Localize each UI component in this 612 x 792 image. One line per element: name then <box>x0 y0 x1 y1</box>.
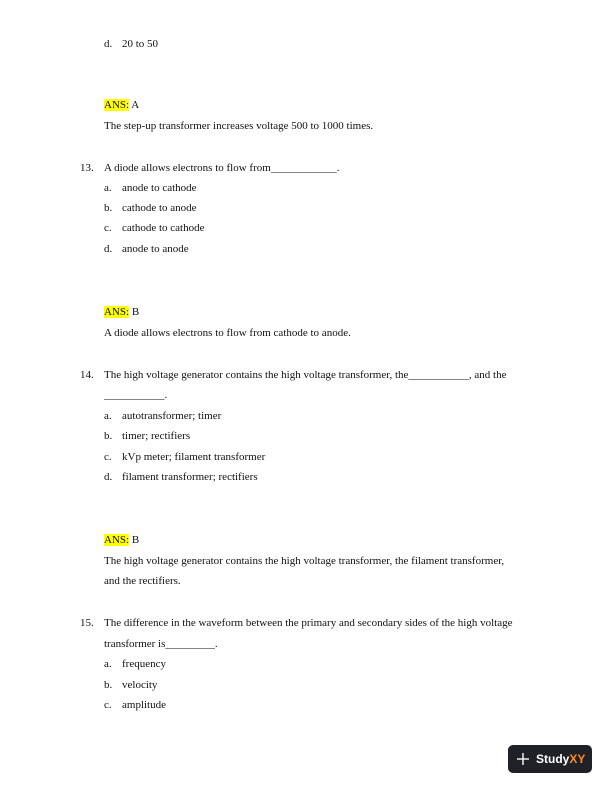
option-letter: d. <box>104 38 113 50</box>
question-text: A diode allows electrons to flow from____________. <box>104 162 340 174</box>
option-text: timer; rectifiers <box>122 430 191 442</box>
question-text-continued: ___________. <box>104 389 168 401</box>
option-text: frequency <box>122 658 166 670</box>
answer-explanation: The step-up transformer increases voltage 500 to 1000 times. <box>104 120 374 132</box>
option-letter: d. <box>104 243 113 255</box>
option-letter: b. <box>104 202 113 214</box>
question-text: The high voltage generator contains the high voltage transformer, the___________, and the <box>104 369 507 381</box>
answer-value: B <box>129 534 140 546</box>
answer-label: ANS: <box>104 534 130 546</box>
answer-line <box>104 305 139 319</box>
answer-line <box>104 533 139 547</box>
question-number: 15. <box>80 617 94 629</box>
question-number: 13. <box>80 162 94 174</box>
option-text: anode to cathode <box>122 182 197 194</box>
option-letter: a. <box>104 410 112 422</box>
answer-label: ANS: <box>104 99 130 111</box>
answer-explanation-continued: and the rectifiers. <box>104 575 181 587</box>
option-letter: a. <box>104 182 112 194</box>
option-letter: b. <box>104 679 113 691</box>
option-text: autotransformer; timer <box>122 410 222 422</box>
option-letter: d. <box>104 471 113 483</box>
studyxy-badge[interactable] <box>508 745 592 773</box>
option-text: amplitude <box>122 699 166 711</box>
answer-explanation: A diode allows electrons to flow from cathode to anode. <box>104 327 351 339</box>
question-text-continued: transformer is_________. <box>104 638 218 650</box>
option-letter: c. <box>104 451 112 463</box>
answer-value: B <box>129 306 140 318</box>
option-text: 20 to 50 <box>122 38 159 50</box>
option-text: filament transformer; rectifiers <box>122 471 258 483</box>
option-letter: c. <box>104 699 112 711</box>
option-letter: b. <box>104 430 113 442</box>
option-text: cathode to anode <box>122 202 197 214</box>
option-text: velocity <box>122 679 158 691</box>
answer-explanation: The high voltage generator contains the high voltage transformer, the filament transformer, <box>104 555 505 567</box>
option-text: cathode to cathode <box>122 222 205 234</box>
option-text: anode to anode <box>122 243 189 255</box>
question-number: 14. <box>80 369 94 381</box>
answer-label: ANS: <box>104 306 130 318</box>
plus-icon <box>516 752 530 766</box>
badge-word-xy: XY <box>569 752 586 766</box>
option-letter: c. <box>104 222 112 234</box>
answer-line <box>104 98 139 112</box>
option-text: kVp meter; filament transformer <box>122 451 266 463</box>
answer-value: A <box>129 99 140 111</box>
question-text: The difference in the waveform between the primary and secondary sides of the high voltage <box>104 617 513 629</box>
option-letter: a. <box>104 658 112 670</box>
badge-word-study: Study <box>536 752 570 766</box>
